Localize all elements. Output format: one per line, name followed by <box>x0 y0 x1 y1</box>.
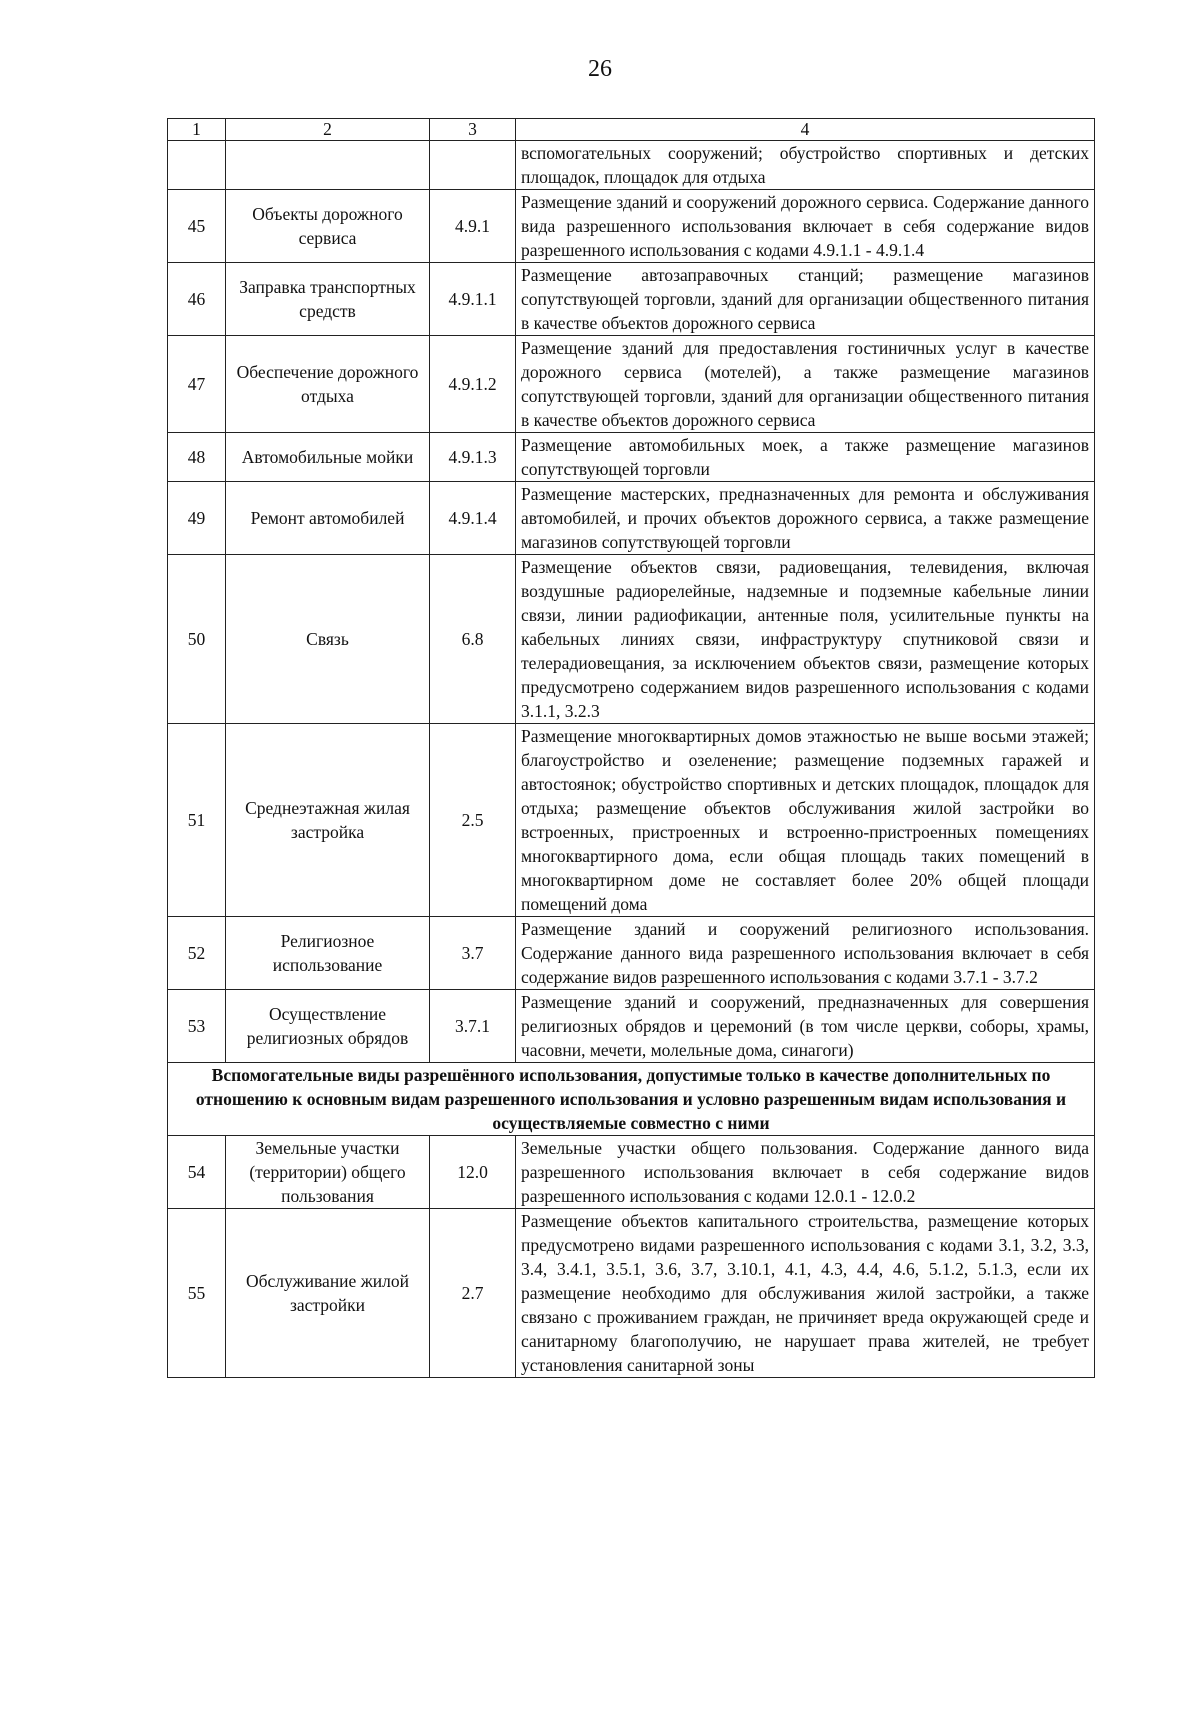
table-row <box>168 555 1095 724</box>
row-name: Земельные участки (территории) общего пользования <box>226 1136 430 1209</box>
row-code: 2.7 <box>430 1209 516 1378</box>
row-code: 4.9.1.3 <box>430 433 516 482</box>
row-code: 4.9.1.4 <box>430 482 516 555</box>
row-description: Размещение зданий и сооружений, предназначенных для совершения религиозных обрядов и церемоний (в том числе церкви, соборы, храмы, часовни, мечети, молельные дома, синагоги) <box>516 990 1095 1063</box>
table-row <box>168 482 1095 555</box>
row-name: Обслуживание жилой застройки <box>226 1209 430 1378</box>
table-header-row <box>168 119 1095 141</box>
row-num: 49 <box>168 482 226 555</box>
row-code: 4.9.1.2 <box>430 336 516 433</box>
row-code: 12.0 <box>430 1136 516 1209</box>
row-code: 4.9.1 <box>430 190 516 263</box>
continuation-row <box>168 141 1095 190</box>
row-name: Осуществление религиозных обрядов <box>226 990 430 1063</box>
row-num: 45 <box>168 190 226 263</box>
land-use-table <box>167 118 1095 1378</box>
section-heading-row <box>168 1063 1095 1136</box>
row-num: 48 <box>168 433 226 482</box>
row-num: 55 <box>168 1209 226 1378</box>
row-name: Связь <box>226 555 430 724</box>
row-description: Размещение мастерских, предназначенных для ремонта и обслуживания автомобилей, и прочих объектов дорожного сервиса, а также размещение магазинов сопутствующей торговли <box>516 482 1095 555</box>
row-description: Размещение автозаправочных станций; размещение магазинов сопутствующей торговли, зданий для организации общественного питания в качестве объектов дорожного сервиса <box>516 263 1095 336</box>
row-description: Размещение автомобильных моек, а также размещение магазинов сопутствующей торговли <box>516 433 1095 482</box>
row-description: Размещение объектов связи, радиовещания, телевидения, включая воздушные радиорелейные, надземные и подземные кабельные линии связи, линии радиофикации, антенные поля, усилительные пункты на кабельных линиях связи, инфраструктуру спутниковой связи и телерадиовещания, за исключением объектов связи, размещение которых предусмотрено содержанием видов разрешенного использования с кодами 3.1.1, 3.2.3 <box>516 555 1095 724</box>
row-description: Размещение зданий для предоставления гостиничных услуг в качестве дорожного сервиса (мотелей), а также размещение магазинов сопутствующей торговли, зданий для организации общественного питания в качестве объектов дорожного сервиса <box>516 336 1095 433</box>
row-num: 51 <box>168 724 226 917</box>
header-cell-code: 3 <box>430 119 516 141</box>
header-cell-name: 2 <box>226 119 430 141</box>
row-num: 53 <box>168 990 226 1063</box>
row-name: Заправка транспортных средств <box>226 263 430 336</box>
row-code: 4.9.1.1 <box>430 263 516 336</box>
row-code: 3.7.1 <box>430 990 516 1063</box>
row-description: вспомогательных сооружений; обустройство спортивных и детских площадок, площадок для отдыха <box>516 141 1095 190</box>
row-name: Обеспечение дорожного отдыха <box>226 336 430 433</box>
table-row <box>168 263 1095 336</box>
row-num <box>168 141 226 190</box>
table-row <box>168 190 1095 263</box>
row-num: 47 <box>168 336 226 433</box>
row-num: 52 <box>168 917 226 990</box>
table-row <box>168 917 1095 990</box>
row-name <box>226 141 430 190</box>
row-description: Земельные участки общего пользования. Содержание данного вида разрешенного использования включает в себя содержание видов разрешенного использования с кодами 12.0.1 - 12.0.2 <box>516 1136 1095 1209</box>
row-name: Среднеэтажная жилая застройка <box>226 724 430 917</box>
row-code: 2.5 <box>430 724 516 917</box>
row-code: 3.7 <box>430 917 516 990</box>
row-name: Автомобильные мойки <box>226 433 430 482</box>
table-row <box>168 990 1095 1063</box>
table-row <box>168 336 1095 433</box>
table-row <box>168 1209 1095 1378</box>
page-number: 26 <box>588 56 612 82</box>
row-description: Размещение объектов капитального строительства, размещение которых предусмотрено видами разрешенного использования с кодами 3.1, 3.2, 3.3, 3.4, 3.4.1, 3.5.1, 3.6, 3.7, 3.10.1, 4.1, 4.3, 4.4, 4.6, 5.1.2, 5.1.3, если их размещение необходимо для обслуживания жилой застройки, а также связано с проживанием граждан, не причиняет вреда окружающей среде и санитарному благополучию, не нарушает права жителей, не требует установления санитарной зоны <box>516 1209 1095 1378</box>
row-description: Размещение многоквартирных домов этажностью не выше восьми этажей; благоустройство и озеленение; размещение подземных гаражей и автостоянок; обустройство спортивных и детских площадок, площадок для отдыха; размещение объектов обслуживания жилой застройки во встроенных, пристроенных и встроенно-пристроенных помещениях многоквартирного дома, если общая площадь таких помещений в многоквартирном доме не составляет более 20% общей площади помещений дома <box>516 724 1095 917</box>
row-name: Ремонт автомобилей <box>226 482 430 555</box>
row-name: Религиозное использование <box>226 917 430 990</box>
row-name: Объекты дорожного сервиса <box>226 190 430 263</box>
row-num: 54 <box>168 1136 226 1209</box>
section-heading: Вспомогательные виды разрешённого использования, допустимые только в качестве дополнительных по отношению к основным видам разрешенного использования и условно разрешенным видам использования и осуществляемые совместно с ними <box>168 1063 1095 1136</box>
row-num: 50 <box>168 555 226 724</box>
row-description: Размещение зданий и сооружений дорожного сервиса. Содержание данного вида разрешенного использования включает в себя содержание видов разрешенного использования с кодами 4.9.1.1 - 4.9.1.4 <box>516 190 1095 263</box>
row-code: 6.8 <box>430 555 516 724</box>
table-row <box>168 1136 1095 1209</box>
table-row <box>168 433 1095 482</box>
header-cell-num: 1 <box>168 119 226 141</box>
row-code <box>430 141 516 190</box>
table-row <box>168 724 1095 917</box>
header-cell-description: 4 <box>516 119 1095 141</box>
row-num: 46 <box>168 263 226 336</box>
row-description: Размещение зданий и сооружений религиозного использования. Содержание данного вида разрешенного использования включает в себя содержание видов разрешенного использования с кодами 3.7.1 - 3.7.2 <box>516 917 1095 990</box>
